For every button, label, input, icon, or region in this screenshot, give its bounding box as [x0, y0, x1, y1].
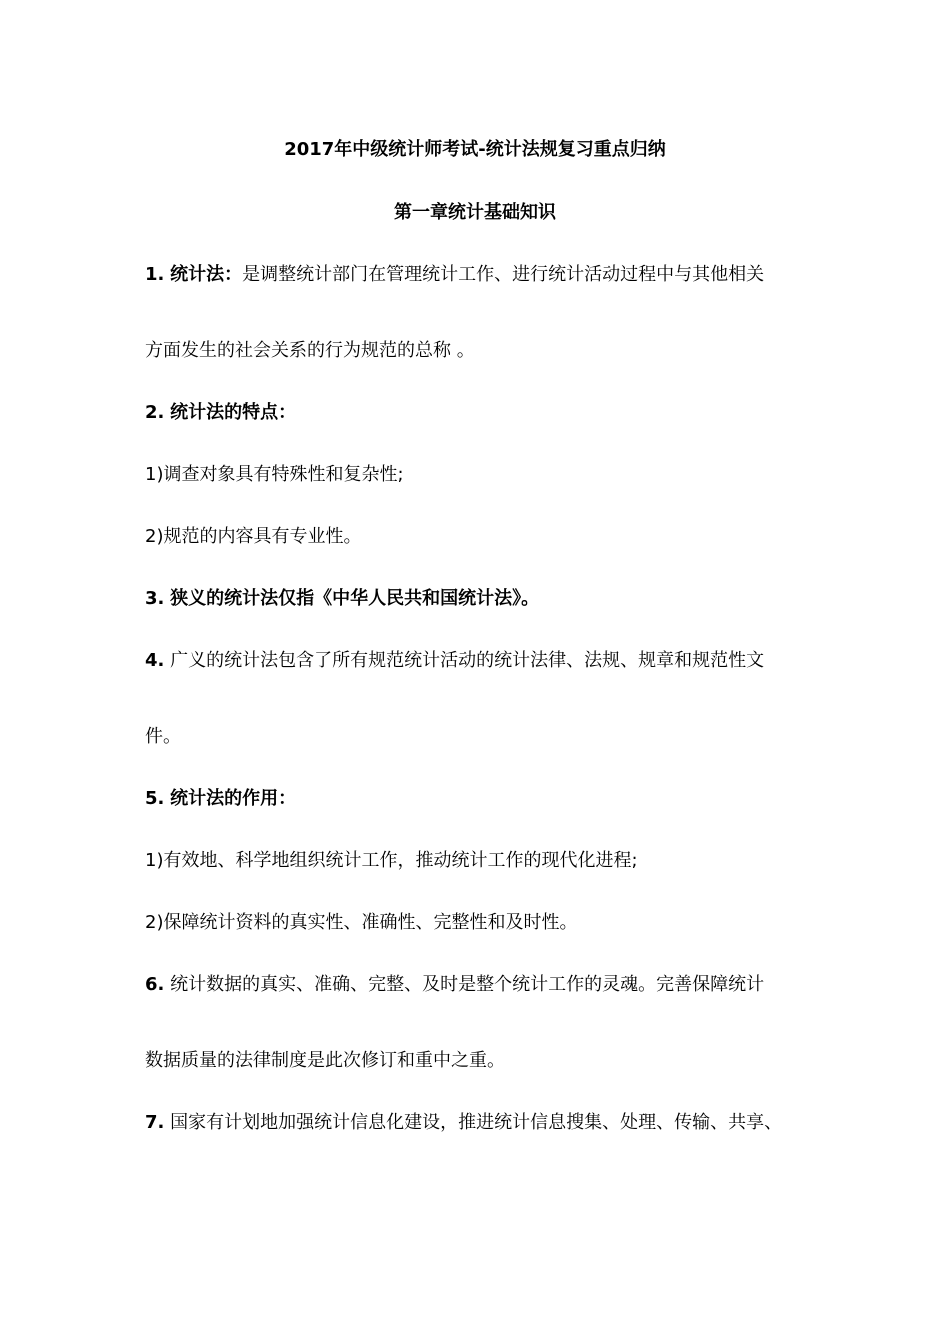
item-number: 2. — [145, 402, 165, 423]
item-number: 7. — [145, 1112, 165, 1133]
item-5-point-1: 1)有效地、科学地组织统计工作，推动统计工作的现代化进程; — [145, 850, 638, 871]
item-2-point-2: 2)规范的内容具有专业性。 — [145, 526, 362, 547]
document-title: 2017年中级统计师考试-统计法规复习重点归纳 — [284, 139, 666, 160]
item-6-line-1 — [145, 973, 764, 997]
chapter-heading: 第一章统计基础知识 — [394, 202, 556, 223]
item-1-line-2: 方面发生的社会关系的行为规范的总称 。 — [145, 340, 475, 361]
item-1-line-1 — [145, 263, 764, 287]
item-7-line-1 — [145, 1111, 782, 1135]
item-number: 4. — [145, 650, 165, 671]
item-label: 统计法的特点： — [170, 402, 297, 423]
item-5-heading — [145, 787, 296, 811]
item-label: 统计法的作用： — [170, 788, 297, 809]
item-label: 狭义的统计法仅指《中华人民共和国统计法》。 — [170, 588, 540, 609]
item-text: 国家有计划地加强统计信息化建设，推进统计信息搜集、处理、传输、共享、 — [170, 1112, 783, 1133]
item-text: 统计数据的真实、准确、完整、及时是整个统计工作的灵魂。完善保障统计 — [170, 974, 765, 995]
item-number: 3. — [145, 588, 165, 609]
item-6-line-2: 数据质量的法律制度是此次修订和重中之重。 — [145, 1050, 505, 1071]
item-text: 广义的统计法包含了所有规范统计活动的统计法律、法规、规章和规范性文 — [170, 650, 765, 671]
item-number: 5. — [145, 788, 165, 809]
item-5-point-2: 2)保障统计资料的真实性、准确性、完整性和及时性。 — [145, 912, 578, 933]
item-2-heading — [145, 401, 296, 425]
item-4-line-2: 件。 — [145, 726, 181, 747]
item-number: 1. — [145, 264, 165, 285]
item-text: 是调整统计部门在管理统计工作、进行统计活动过程中与其他相关 — [242, 264, 765, 285]
item-number: 6. — [145, 974, 165, 995]
item-label: 统计法： — [170, 264, 243, 285]
item-4-line-1 — [145, 649, 764, 673]
item-2-point-1: 1)调查对象具有特殊性和复杂性; — [145, 464, 404, 485]
item-3 — [145, 587, 539, 611]
